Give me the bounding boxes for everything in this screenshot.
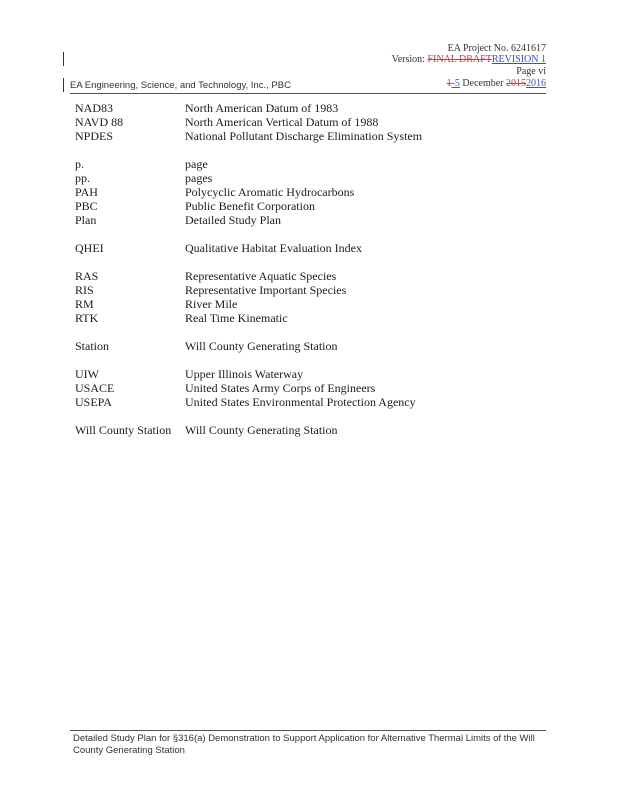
abbreviation-term: PAH xyxy=(75,185,98,199)
abbreviation-term: NAD83 xyxy=(75,101,113,115)
abbreviation-definition: Public Benefit Corporation xyxy=(185,199,315,213)
abbreviation-row xyxy=(75,199,545,213)
abbreviation-row xyxy=(75,101,545,115)
abbreviation-term: USEPA xyxy=(75,395,112,409)
abbreviation-row xyxy=(75,185,545,199)
abbreviation-term: p. xyxy=(75,157,84,171)
abbreviation-definition: Will County Generating Station xyxy=(185,339,338,353)
abbreviation-term: QHEI xyxy=(75,241,104,255)
version-inserted-text: REVISION 1 xyxy=(491,54,546,65)
project-number: EA Project No. 6241617 xyxy=(447,43,546,54)
abbreviation-list xyxy=(75,101,545,437)
abbreviation-row xyxy=(75,395,545,409)
abbreviation-definition: North American Datum of 1983 xyxy=(185,101,339,115)
abbreviation-term: PBC xyxy=(75,199,98,213)
group-spacer xyxy=(75,409,545,423)
group-spacer xyxy=(75,143,545,157)
date-deleted-year: 2015 xyxy=(506,78,526,89)
abbreviation-term: RM xyxy=(75,297,94,311)
abbreviation-term: USACE xyxy=(75,381,115,395)
date-line xyxy=(447,78,546,90)
abbreviation-row xyxy=(75,423,545,437)
date-inserted-year: 2016 xyxy=(526,78,546,89)
abbreviation-definition: Representative Aquatic Species xyxy=(185,269,337,283)
abbreviation-row xyxy=(75,115,545,129)
abbreviation-term: RAS xyxy=(75,269,99,283)
abbreviation-term: Station xyxy=(75,339,110,353)
revision-change-bar xyxy=(63,52,64,66)
date-inserted-day: 5 xyxy=(454,78,460,89)
group-spacer xyxy=(75,255,545,269)
abbreviation-row xyxy=(75,213,545,227)
group-spacer xyxy=(75,227,545,241)
abbreviation-definition: pages xyxy=(185,171,213,185)
group-spacer xyxy=(75,325,545,339)
date-deleted-day: 1 xyxy=(446,78,452,89)
abbreviation-definition: Representative Important Species xyxy=(185,283,347,297)
abbreviation-definition: Will County Generating Station xyxy=(185,423,338,437)
abbreviation-row xyxy=(75,367,545,381)
abbreviation-term: Will County Station xyxy=(75,423,172,437)
revision-change-bar xyxy=(63,78,64,92)
company-name: EA Engineering, Science, and Technology, Inc., PBC xyxy=(70,80,291,91)
abbreviation-term: NAVD 88 xyxy=(75,115,124,129)
abbreviation-term: Plan xyxy=(75,213,97,227)
abbreviation-term: RIS xyxy=(75,283,94,297)
abbreviation-definition: United States Army Corps of Engineers xyxy=(185,381,376,395)
abbreviation-definition: United States Environmental Protection Agency xyxy=(185,395,416,409)
abbreviation-term: UIW xyxy=(75,367,99,381)
abbreviation-row xyxy=(75,171,545,185)
version-deleted-text: FINAL DRAFT xyxy=(427,54,492,65)
abbreviation-term: NPDES xyxy=(75,129,114,143)
abbreviation-row xyxy=(75,297,545,311)
footer-title: Detailed Study Plan for §316(a) Demonstration to Support Application for Alternative Thermal Limits of the Will County Generating Station xyxy=(73,733,535,756)
abbreviation-definition: Real Time Kinematic xyxy=(185,311,288,325)
header-divider xyxy=(70,93,546,94)
abbreviation-term: pp. xyxy=(75,171,90,185)
abbreviation-definition: National Pollutant Discharge Elimination System xyxy=(185,129,423,143)
group-spacer xyxy=(75,353,545,367)
version-line xyxy=(392,54,546,66)
date-month: December xyxy=(459,78,506,89)
abbreviation-row xyxy=(75,157,545,171)
date-dash: - xyxy=(451,78,455,89)
abbreviation-row xyxy=(75,311,545,325)
abbreviation-row xyxy=(75,339,545,353)
abbreviation-definition: Detailed Study Plan xyxy=(185,213,281,227)
abbreviation-row xyxy=(75,269,545,283)
abbreviation-row xyxy=(75,381,545,395)
abbreviation-definition: page xyxy=(185,157,208,171)
abbreviation-definition: Polycyclic Aromatic Hydrocarbons xyxy=(185,185,355,199)
abbreviation-definition: Qualitative Habitat Evaluation Index xyxy=(185,241,362,255)
abbreviation-row xyxy=(75,241,545,255)
abbreviation-term: RTK xyxy=(75,311,99,325)
version-label: Version: xyxy=(391,54,425,65)
abbreviation-row xyxy=(75,129,545,143)
abbreviation-definition: Upper Illinois Waterway xyxy=(185,367,304,381)
abbreviation-definition: North American Vertical Datum of 1988 xyxy=(185,115,379,129)
footer-divider xyxy=(70,730,546,731)
page-number: Page vi xyxy=(516,66,546,77)
abbreviation-definition: River Mile xyxy=(185,297,238,311)
abbreviation-row xyxy=(75,283,545,297)
